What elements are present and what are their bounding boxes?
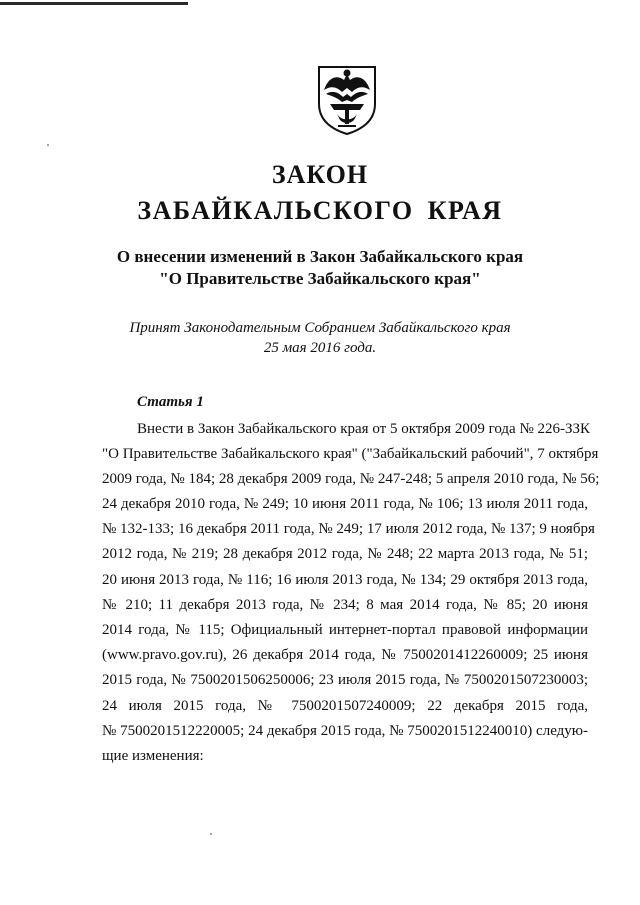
article-text-line: № 7500201512220005; 24 декабря 2015 года, № 7500201512240010) следую- [102,723,588,739]
article-text-line: (www.pravo.gov.ru), 26 декабря 2014 года, № 7500201412260009; 25 июня [102,647,588,663]
coat-of-arms-icon [316,64,378,136]
scan-speck [47,144,49,146]
article-text-line: 24 декабря 2010 года, № 249; 10 июня 2011 года, № 106; 13 июля 2011 года, [102,496,588,512]
adoption-date: 25 мая 2016 года. [263,340,377,356]
article-text-line: "О Правительстве Забайкальского края" ("Забайкальский рабочий", 7 октября [102,446,599,462]
document-title: ЗАКОН [271,160,369,189]
article-heading: Статья 1 [137,394,204,410]
subtitle-line: "О Правительстве Забайкальского края" [159,269,481,288]
article-text-line: № 210; 11 декабря 2013 года, № 234; 8 мая 2014 года, № 85; 20 июня [102,597,588,613]
article-text-line: Внести в Закон Забайкальского края от 5 октября 2009 года № 226-ЗЗК [137,421,591,437]
scan-artifact-line [0,2,188,5]
adoption-note [0,318,640,358]
article-text-line: 24 июля 2015 года, № 7500201507240009; 22 декабря 2015 года, [102,698,588,714]
article-text-line: 2012 года, № 219; 28 декабря 2012 года, № 248; 22 марта 2013 года, № 51; [102,546,588,562]
article-text-line: 2015 года, № 7500201506250006; 23 июля 2015 года, № 7500201507230003; [102,672,588,688]
document-subtitle [0,246,640,290]
article-text-line: 2014 года, № 115; Официальный интернет-портал правовой информации [102,622,588,638]
article-text-line: № 132-133; 16 декабря 2011 года, № 249; 17 июля 2012 года, № 137; 9 ноября [102,521,595,537]
subtitle-line: О внесении изменений в Закон Забайкальского края [116,247,524,266]
article-text-line: 20 июня 2013 года, № 116; 16 июля 2013 года, № 134; 29 октября 2013 года, [102,572,588,588]
adoption-line: Принят Законодательным Собранием Забайкальского края [129,320,511,336]
scan-speck [210,833,212,835]
document-title-region: ЗАБАЙКАЛЬСКОГО КРАЯ [137,196,503,225]
article-text-line: 2009 года, № 184; 28 декабря 2009 года, № 247-248; 5 апреля 2010 года, № 56; [102,471,600,487]
article-text-line: щие изменения: [102,748,204,764]
